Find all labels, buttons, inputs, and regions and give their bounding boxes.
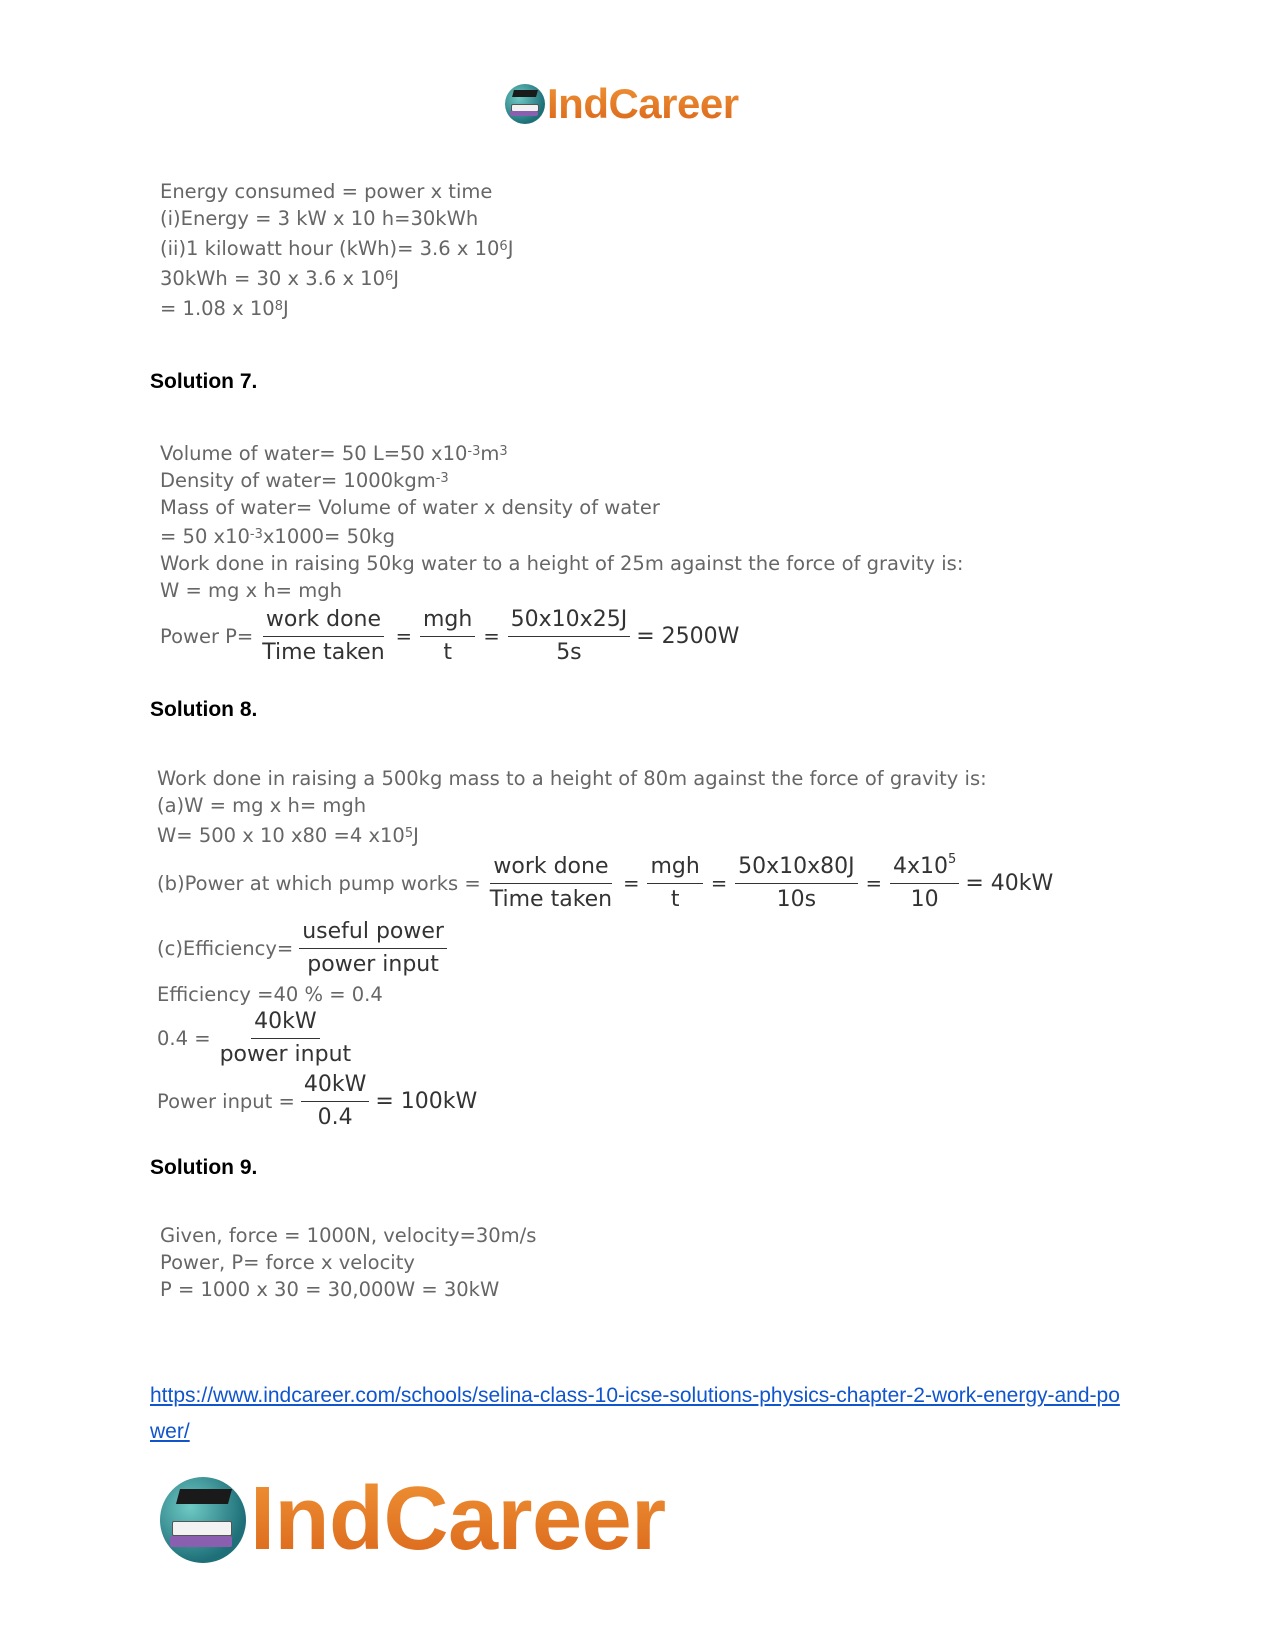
source-url-link[interactable]: https://www.indcareer.com/schools/selina-class-10-icse-solutions-physics-chapter-2-work-energy-and-power/ — [150, 1384, 1120, 1443]
pump-power-result: = 40kW — [965, 871, 1054, 896]
energy-result-line: = 1.08 x 10 $^8$ J — [160, 297, 289, 320]
indcareer-logo-header — [505, 80, 739, 128]
solution8-body — [157, 765, 1053, 1132]
mass-line: Mass of water= Volume of water x density of water — [160, 496, 660, 519]
volume-line: Volume of water= 50 L=50 x10 $^{-3}$ m $^3$ — [160, 442, 508, 465]
energy-formula-line: Energy consumed = power x time — [160, 180, 493, 203]
graduation-book-icon — [160, 1477, 246, 1563]
work-formula-line: (a)W = mg x h= mgh — [157, 794, 367, 817]
work-done-intro-line: Work done in raising a 500kg mass to a height of 80m against the force of gravity is: — [157, 767, 987, 790]
solution7-body — [160, 440, 963, 667]
kwh-conversion-line: (ii)1 kilowatt hour (kWh)= 3.6 x 10 $^6$ J — [160, 237, 514, 260]
kwh-to-joule-line: 30kWh = 30 x 3.6 x 10 $^6$ J — [160, 267, 400, 290]
logo-wordmark: IndCareer — [250, 1469, 666, 1569]
fraction-work-over-time: $\frac{\text{work done}}{\text{Time taken}}$ — [489, 854, 613, 912]
logo-wordmark: IndCareer — [547, 80, 739, 127]
work-formula-line: W = mg x h= mgh — [160, 579, 342, 602]
density-line: Density of water= 1000kgm $^{-3}$ — [160, 469, 449, 492]
indcareer-logo-footer — [160, 1468, 666, 1571]
given-line: Given, force = 1000N, velocity=30m/s — [160, 1224, 537, 1247]
fraction-values: $\frac{50x10x25J}{5s}$ — [508, 606, 631, 667]
power-result-line: P = 1000 x 30 = 30,000W = 30kW — [160, 1278, 500, 1301]
solution9-body — [160, 1222, 536, 1303]
power-result: = 2500W — [636, 624, 740, 649]
fraction-useful-over-input: $\frac{\text{useful power}}{\text{power input}}$ — [299, 918, 447, 979]
fraction-mgh-over-t: $\frac{\text{mgh}}{t}$ — [420, 606, 475, 667]
fraction-work-over-time: $\frac{\text{work done}}{\text{Time taken}}$ — [262, 607, 385, 665]
power-formula-line: Power, P= force x velocity — [160, 1251, 415, 1274]
mass-calc-line: = 50 x10 $^{-3}$ x1000= 50kg — [160, 525, 396, 548]
work-calc-line: W= 500 x 10 x80 =4 x10 $^5$ J — [157, 824, 419, 847]
fraction-40kw-over-0-4: $\frac{40kW}{0.4}$ — [301, 1071, 370, 1132]
solution-7-heading: Solution 7. — [150, 370, 258, 393]
pump-power-equation: (b)Power at which pump works = $\frac{\text{work done}}{\text{Time taken}}$ = $\frac{\text{mgh}}{t}$ = $\frac{50x10x80J}{10s}$ = $\frac{4x10^5}{10}$ = 40kW — [157, 851, 1054, 912]
work-done-line: Work done in raising 50kg water to a height of 25m against the force of gravity is: — [160, 552, 964, 575]
efficiency-equation: (c)Efficiency= $\frac{\text{useful power}}{\text{power input}}$ — [157, 918, 1053, 979]
graduation-book-icon — [505, 84, 545, 124]
solution-9-heading: Solution 9. — [150, 1156, 258, 1179]
power-input-result: = 100kW — [375, 1089, 478, 1114]
fraction-40kw-over-input: $\frac{40kW}{\text{power input}}$ — [219, 1009, 352, 1067]
solution6-continuation — [160, 178, 513, 322]
power-equation: Power P= $\frac{\text{work done}}{\text{Time taken}}$ = $\frac{\text{mgh}}{t}$ = $\frac{50x10x25J}{5s}$ = 2500W — [160, 607, 740, 665]
fraction-mgh-over-t: $\frac{\text{mgh}}{t}$ — [647, 853, 702, 914]
efficiency-value-line: Efficiency =40 % = 0.4 — [157, 983, 383, 1006]
fraction-simplified: $\frac{4x10^5}{10}$ — [890, 853, 959, 914]
solution-8-heading: Solution 8. — [150, 698, 258, 721]
power-input-equation: Power input = $\frac{40kW}{0.4}$ = 100kW — [157, 1072, 478, 1130]
fraction-values: $\frac{50x10x80J}{10s}$ — [735, 853, 858, 914]
efficiency-substitution: 0.4 = $\frac{40kW}{\text{power input}}$ — [157, 1008, 1053, 1069]
energy-calc-line: (i)Energy = 3 kW x 10 h=30kWh — [160, 207, 479, 230]
